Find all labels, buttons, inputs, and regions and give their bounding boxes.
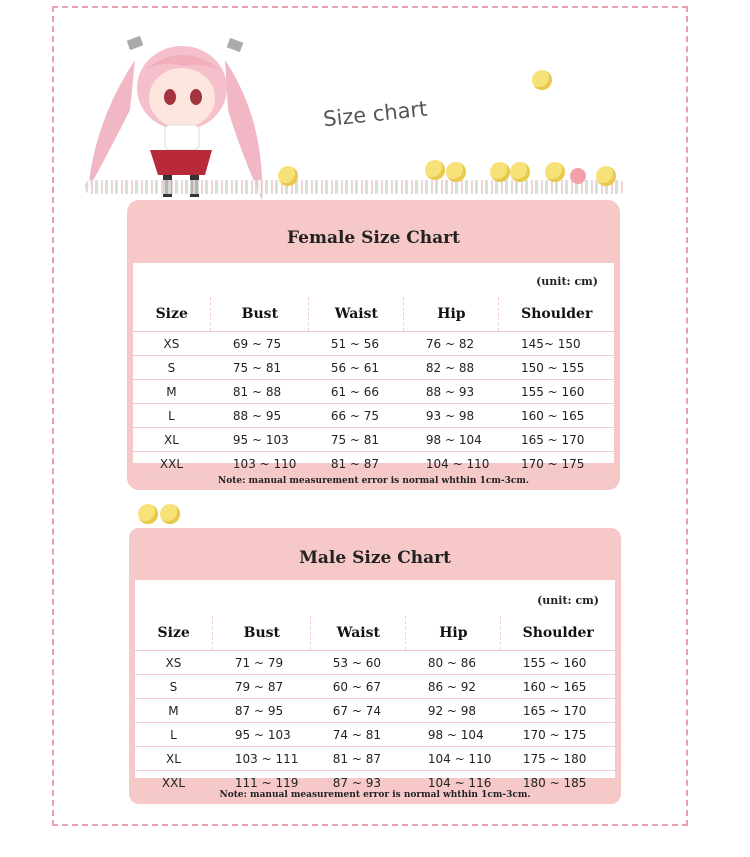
chick-icon (545, 162, 565, 182)
waist-cell: 75 ~ 81 (309, 428, 404, 452)
bust-cell: 81 ~ 88 (211, 380, 309, 404)
column-header: Hip (404, 297, 499, 332)
hip-cell: 104 ~ 116 (406, 771, 501, 795)
size-cell: L (135, 723, 213, 747)
column-header: Hip (406, 616, 501, 651)
chick-icon (138, 504, 158, 524)
grass-strip (85, 180, 625, 194)
size-cell: L (133, 404, 211, 428)
female-size-panel (127, 200, 620, 490)
column-header: Bust (213, 616, 311, 651)
female-chart-title: Female Size Chart (287, 228, 460, 248)
bust-cell: 87 ~ 95 (213, 699, 311, 723)
size-cell: XL (135, 747, 213, 771)
chick-icon (278, 166, 298, 186)
table-row (135, 651, 615, 675)
size-chart-script-title: Size chart (322, 96, 429, 132)
shoulder-cell: 150 ~ 155 (499, 356, 614, 380)
waist-cell: 51 ~ 56 (309, 332, 404, 356)
waist-cell: 67 ~ 74 (311, 699, 406, 723)
waist-cell: 81 ~ 87 (311, 747, 406, 771)
waist-cell: 53 ~ 60 (311, 651, 406, 675)
male-unit-label: (unit: cm) (537, 594, 599, 607)
column-header: Shoulder (501, 616, 615, 651)
size-cell: XXL (133, 452, 211, 476)
waist-cell: 56 ~ 61 (309, 356, 404, 380)
column-header: Size (135, 616, 213, 651)
shoulder-cell: 175 ~ 180 (501, 747, 615, 771)
hip-cell: 82 ~ 88 (404, 356, 499, 380)
bust-cell: 75 ~ 81 (211, 356, 309, 380)
table-row (133, 428, 614, 452)
waist-cell: 87 ~ 93 (311, 771, 406, 795)
table-row (133, 332, 614, 356)
table-row (135, 699, 615, 723)
shoulder-cell: 180 ~ 185 (501, 771, 615, 795)
shoulder-cell: 170 ~ 175 (499, 452, 614, 476)
shoulder-cell: 155 ~ 160 (499, 380, 614, 404)
column-header: Waist (311, 616, 406, 651)
hip-cell: 80 ~ 86 (406, 651, 501, 675)
waist-cell: 74 ~ 81 (311, 723, 406, 747)
size-cell: M (133, 380, 211, 404)
table-row (133, 380, 614, 404)
shoulder-cell: 165 ~ 170 (499, 428, 614, 452)
size-cell: XXL (135, 771, 213, 795)
size-cell: XL (133, 428, 211, 452)
waist-cell: 60 ~ 67 (311, 675, 406, 699)
shoulder-cell: 160 ~ 165 (499, 404, 614, 428)
hip-cell: 98 ~ 104 (406, 723, 501, 747)
chick-icon (160, 504, 180, 524)
hip-cell: 76 ~ 82 (404, 332, 499, 356)
pink-ball-icon (570, 168, 586, 184)
size-cell: XS (133, 332, 211, 356)
bust-cell: 69 ~ 75 (211, 332, 309, 356)
waist-cell: 61 ~ 66 (309, 380, 404, 404)
chick-icon (490, 162, 510, 182)
bust-cell: 103 ~ 111 (213, 747, 311, 771)
table-header-row (133, 297, 614, 332)
male-chart-title: Male Size Chart (299, 548, 451, 568)
bust-cell: 95 ~ 103 (211, 428, 309, 452)
waist-cell: 66 ~ 75 (309, 404, 404, 428)
shoulder-cell: 170 ~ 175 (501, 723, 615, 747)
bust-cell: 79 ~ 87 (213, 675, 311, 699)
chick-icon (510, 162, 530, 182)
bust-cell: 88 ~ 95 (211, 404, 309, 428)
shoulder-cell: 165 ~ 170 (501, 699, 615, 723)
table-row (135, 723, 615, 747)
column-header: Waist (309, 297, 404, 332)
male-table-area (135, 580, 615, 790)
chick-icon (532, 70, 552, 90)
size-cell: XS (135, 651, 213, 675)
table-row (133, 404, 614, 428)
shoulder-cell: 160 ~ 165 (501, 675, 615, 699)
chick-icon (446, 162, 466, 182)
female-size-table (133, 297, 614, 476)
size-cell: S (133, 356, 211, 380)
male-measurement-note: Note: manual measurement error is normal whthin 1cm-3cm. (219, 790, 531, 800)
shoulder-cell: 155 ~ 160 (501, 651, 615, 675)
male-size-panel (129, 528, 621, 804)
table-row (135, 747, 615, 771)
size-cell: M (135, 699, 213, 723)
hip-cell: 104 ~ 110 (406, 747, 501, 771)
table-header-row (135, 616, 615, 651)
column-header: Shoulder (499, 297, 614, 332)
table-row (135, 675, 615, 699)
column-header: Size (133, 297, 211, 332)
shoulder-cell: 145~ 150 (499, 332, 614, 356)
hip-cell: 92 ~ 98 (406, 699, 501, 723)
female-measurement-note: Note: manual measurement error is normal whthin 1cm-3cm. (217, 476, 530, 486)
chick-icon (425, 160, 445, 180)
male-size-table (135, 616, 615, 795)
hip-cell: 86 ~ 92 (406, 675, 501, 699)
hip-cell: 88 ~ 93 (404, 380, 499, 404)
hip-cell: 93 ~ 98 (404, 404, 499, 428)
female-unit-label: (unit: cm) (536, 275, 598, 288)
waist-cell: 81 ~ 87 (309, 452, 404, 476)
table-row (133, 356, 614, 380)
bust-cell: 103 ~ 110 (211, 452, 309, 476)
column-header: Bust (211, 297, 309, 332)
chick-icon (596, 166, 616, 186)
bust-cell: 71 ~ 79 (213, 651, 311, 675)
hip-cell: 104 ~ 110 (404, 452, 499, 476)
hip-cell: 98 ~ 104 (404, 428, 499, 452)
bust-cell: 111 ~ 119 (213, 771, 311, 795)
female-table-area (133, 263, 614, 471)
size-cell: S (135, 675, 213, 699)
bust-cell: 95 ~ 103 (213, 723, 311, 747)
table-row (133, 452, 614, 476)
